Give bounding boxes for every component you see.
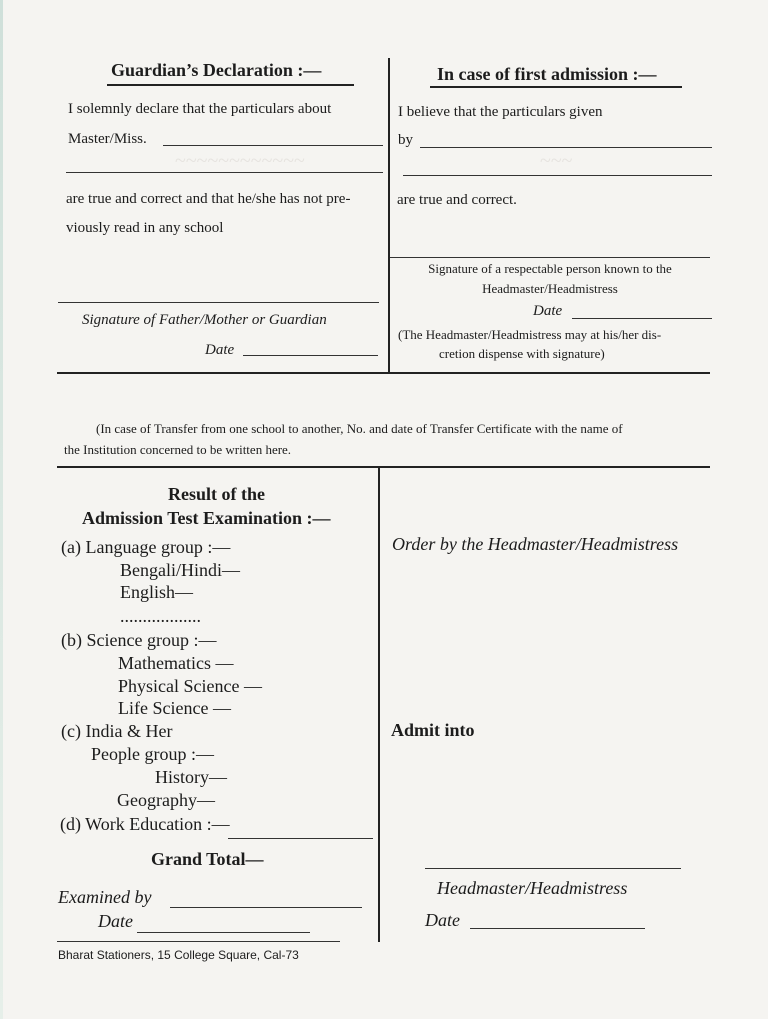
respectable-person-sig-label-1: Signature of a respectable person known to the: [428, 261, 672, 276]
india-group-label-2: People group :—: [91, 744, 214, 764]
first-admission-line-1: I believe that the particulars given: [398, 104, 603, 120]
grand-total-label: Grand Total—: [151, 849, 264, 869]
guardian-signature-line[interactable]: [58, 302, 379, 303]
history-label: History—: [155, 767, 227, 787]
examined-date-label: Date: [98, 911, 133, 931]
language-group-label: (a) Language group :—: [61, 537, 231, 557]
first-admission-heading-underline: [430, 86, 682, 88]
guardian-date-label: Date: [205, 342, 235, 358]
examined-by-label: Examined by: [58, 887, 152, 907]
admit-into-label: Admit into: [391, 720, 475, 740]
bleed-through-mark: ~~~~~~~~~~~~: [175, 150, 305, 172]
result-title-2: Admission Test Examination :—: [82, 508, 331, 528]
headmaster-discretion-note-2: cretion dispense with signature): [439, 346, 605, 361]
bleed-through-mark: ~~~: [540, 150, 573, 172]
bengali-hindi-label: Bengali/Hindi—: [120, 560, 240, 580]
headmaster-discretion-note-1: (The Headmaster/Headmistress may at his/her dis-: [398, 327, 662, 342]
section-rule-top: [57, 372, 710, 374]
guardian-heading: Guardian’s Declaration :—: [111, 60, 322, 80]
physical-science-label: Physical Science —: [118, 676, 262, 696]
guardian-heading-underline: [107, 84, 354, 86]
work-education-label: (d) Work Education :—: [60, 814, 230, 834]
first-admission-heading: In case of first admission :—: [437, 64, 657, 84]
first-admission-by-line[interactable]: [420, 147, 712, 148]
transfer-note-line-2: the Institution concerned to be written here.: [64, 442, 292, 457]
order-heading: Order by the Headmaster/Headmistress: [392, 534, 679, 554]
page-edge: [0, 0, 3, 1019]
guardian-line-1: I solemnly declare that the particulars about: [68, 101, 332, 117]
footer-rule: [57, 941, 340, 942]
examined-date-line[interactable]: [137, 932, 310, 933]
top-column-divider: [388, 58, 390, 372]
first-admission-line-3: are true and correct.: [397, 192, 517, 208]
headmaster-signature-line[interactable]: [425, 868, 681, 869]
first-admission-by-line-2[interactable]: [403, 175, 712, 176]
section-rule-bottom: [57, 466, 710, 468]
headmaster-date-label: Date: [425, 910, 460, 930]
transfer-note-line-1: (In case of Transfer from one school to another, No. and date of Transfer Certificate with the name of: [96, 421, 623, 436]
first-admission-date-line[interactable]: [572, 318, 712, 319]
language-extra-dots: ..................: [120, 606, 201, 626]
guardian-line-4: viously read in any school: [66, 220, 224, 236]
master-miss-name-line[interactable]: [163, 145, 383, 146]
master-miss-name-line-2[interactable]: [66, 172, 383, 173]
examined-by-line[interactable]: [170, 907, 362, 908]
india-group-label-1: (c) India & Her: [61, 721, 173, 741]
first-admission-by-label: by: [398, 132, 413, 148]
bottom-column-divider: [378, 468, 380, 942]
printer-imprint: Bharat Stationers, 15 College Square, Cal-73: [58, 948, 299, 962]
respectable-person-sig-label-2: Headmaster/Headmistress: [482, 281, 618, 296]
science-group-label: (b) Science group :—: [61, 630, 217, 650]
guardian-signature-label: Signature of Father/Mother or Guardian: [82, 312, 327, 328]
mathematics-label: Mathematics —: [118, 653, 234, 673]
respectable-person-signature-line[interactable]: [390, 257, 710, 258]
guardian-date-line[interactable]: [243, 355, 378, 356]
guardian-line-3: are true and correct and that he/she has not pre-: [66, 191, 351, 207]
headmaster-signature-label: Headmaster/Headmistress: [437, 878, 628, 898]
first-admission-date-label: Date: [533, 303, 563, 319]
geography-label: Geography—: [117, 790, 215, 810]
result-title-1: Result of the: [168, 484, 265, 504]
headmaster-date-line[interactable]: [470, 928, 645, 929]
guardian-master-miss-label: Master/Miss.: [68, 131, 147, 147]
life-science-label: Life Science —: [118, 698, 231, 718]
subtotal-line: [228, 838, 373, 839]
english-label: English—: [120, 582, 194, 602]
